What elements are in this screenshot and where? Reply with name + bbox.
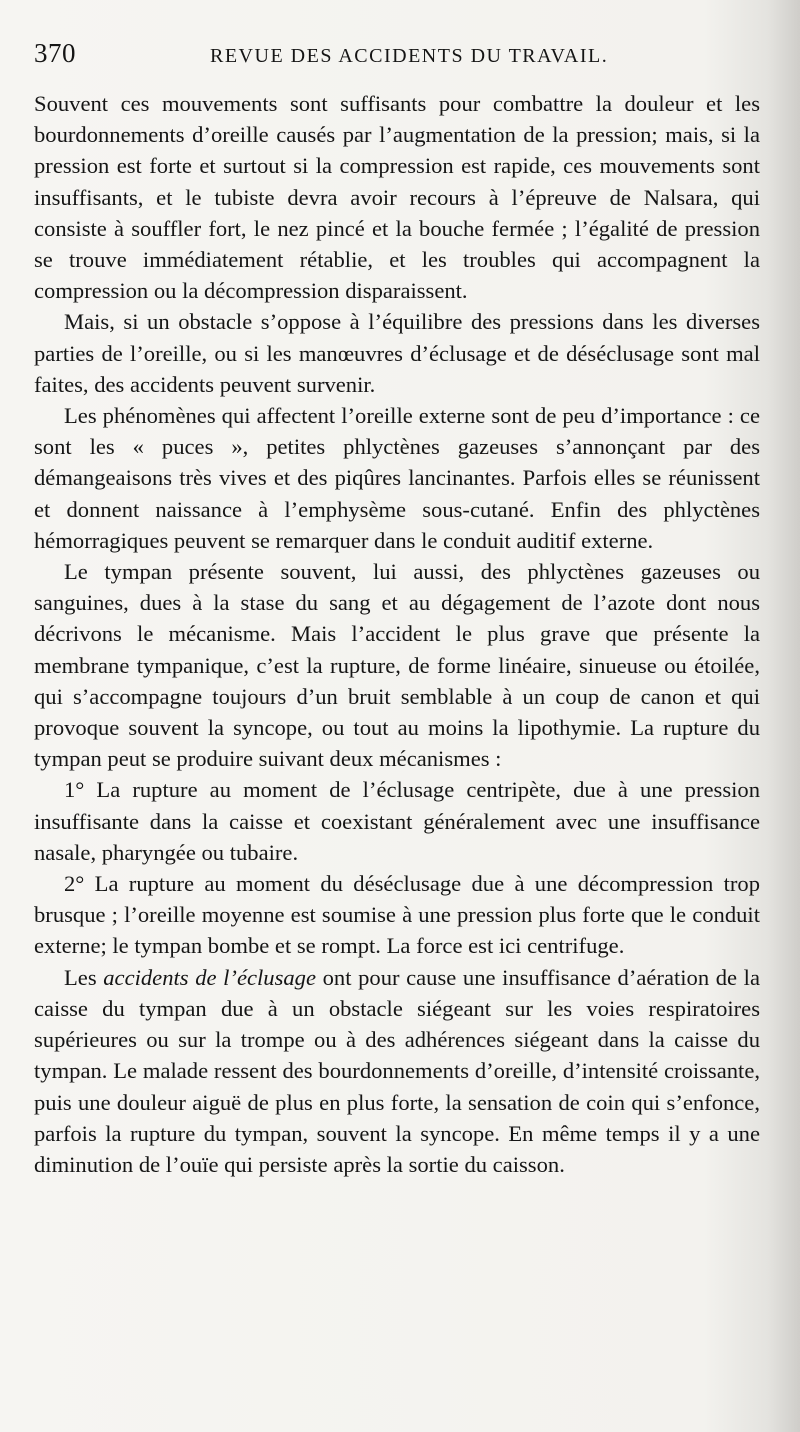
paragraph-3: Les phénomènes qui affectent l’oreille externe sont de peu d’importance : ce sont les « puces », petites phlyctènes gazeuses s’annonçant par des démangeaisons très vives et des piqûres lancinantes. Parfois elles se réunissent et donnent naissance à l’emphysème sous-cutané. Enfin des phlyctènes hémorragiques peuvent se remarquer dans le conduit auditif externe. xyxy=(34,403,760,553)
paragraph-7-text: ont pour cause une insuffisance d’aération de la caisse du tympan due à un obstacle siégeant sur les voies respiratoires supérieures ou sur la trompe ou à des adhérences siégeant dans la caisse du tympan. Le malade ressent des bourdonnements d’oreille, d’intensité croissante, puis une douleur aiguë de plus en plus forte, la sensation de coin qui s’enfonce, parfois la rupture du tympan, souvent la syncope. En même temps il y a une diminution de l’ouïe qui persiste après la sortie du caisson. xyxy=(34,964,760,1177)
paragraph-7-lead: Les xyxy=(64,964,104,990)
body-text xyxy=(34,88,760,1180)
paragraph-2: Mais, si un obstacle s’oppose à l’équilibre des pressions dans les diverses parties de l’oreille, ou si les manœuvres d’éclusage et de déséclusage sont mal faites, des accidents peuvent survenir. xyxy=(34,309,760,397)
paragraph-5-mechanism-1: 1° La rupture au moment de l’éclusage centripète, due à une pression insuffisante dans la caisse et coexistant généralement avec une insuffisance nasale, pharyngée ou tubaire. xyxy=(34,777,760,865)
running-title: REVUE DES ACCIDENTS DU TRAVAIL. xyxy=(210,45,609,67)
italic-term-accidents-eclusage: accidents de l’éclusage xyxy=(103,964,316,990)
paragraph-6-mechanism-2: 2° La rupture au moment du déséclusage due à une décompression trop brusque ; l’oreille moyenne est soumise à une pression plus forte que le conduit externe; le tympan bombe et se rompt. La force est ici centrifuge. xyxy=(34,871,760,959)
paragraph-4: Le tympan présente souvent, lui aussi, des phlyctènes gazeuses ou sanguines, dues à la stase du sang et au dégagement de l’azote dont nous décrivons le mécanisme. Mais l’accident le plus grave que présente la membrane tympanique, c’est la rupture, de forme linéaire, sinueuse ou étoilée, qui s’accompagne toujours d’un bruit semblable à un coup de canon et qui provoque souvent la syncope, ou tout au moins la lipothymie. La rupture du tympan peut se produire suivant deux mécanismes : xyxy=(34,559,760,772)
running-head xyxy=(34,38,760,88)
paragraph-7 xyxy=(34,962,760,1180)
page-number: 370 xyxy=(34,38,76,68)
paragraph-1: Souvent ces mouvements sont suffisants pour combattre la douleur et les bourdonnements d’oreille causés par l’augmentation de la pression; mais, si la pression est forte et surtout si la compression est rapide, ces mouvements sont insuffisants, et le tubiste devra avoir recours à l’épreuve de Nalsara, qui consiste à souffler fort, le nez pincé et la bouche fermée ; l’égalité de pression se trouve immédiatement rétablie, et les troubles qui accompagnent la compression ou la décompression disparaissent. xyxy=(34,91,760,304)
